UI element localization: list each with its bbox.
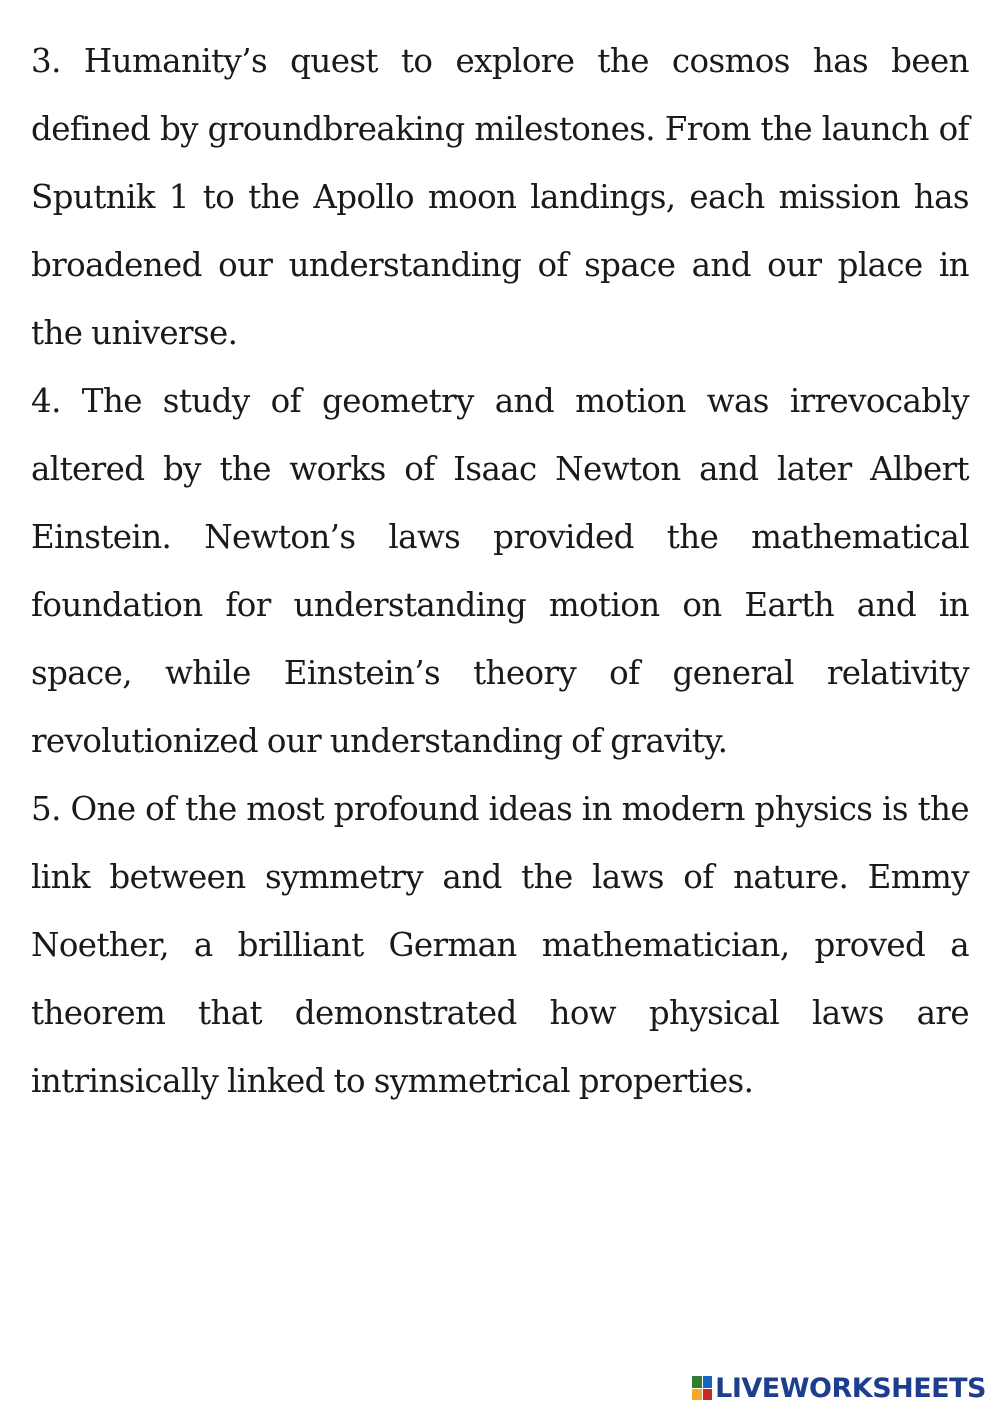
liveworksheets-logo-icon — [692, 1376, 712, 1400]
logo-square-4 — [703, 1389, 713, 1401]
logo-square-1 — [692, 1376, 702, 1388]
logo-square-2 — [703, 1376, 713, 1388]
logo-square-3 — [692, 1389, 702, 1401]
paragraph-5: 5. One of the most profound ideas in modern physics is the link between symmetry and the laws of nature. Emmy Noether, a brilliant German mathematician, proved a theorem that demonstrated how physical laws are intrinsically linked to symmetrical properties. — [31, 790, 969, 1100]
paragraph-3: 3. Humanity’s quest to explore the cosmos has been defined by groundbreaking milestones. From the launch of Sputnik 1 to the Apollo moon landings, each mission has broadened our understanding of space and our place in the universe. — [31, 42, 969, 352]
logo-text: LIVEWORKSHEETS — [715, 1372, 986, 1404]
document-body — [31, 27, 969, 1115]
liveworksheets-logo — [692, 1370, 986, 1406]
paragraph-4: 4. The study of geometry and motion was irrevocably altered by the works of Isaac Newton and later Albert Einstein. Newton’s laws provided the mathematical foundation for understanding motion on Earth and in space, while Einstein’s theory of general relativity revolutionized our understanding of gravity. — [31, 382, 969, 760]
